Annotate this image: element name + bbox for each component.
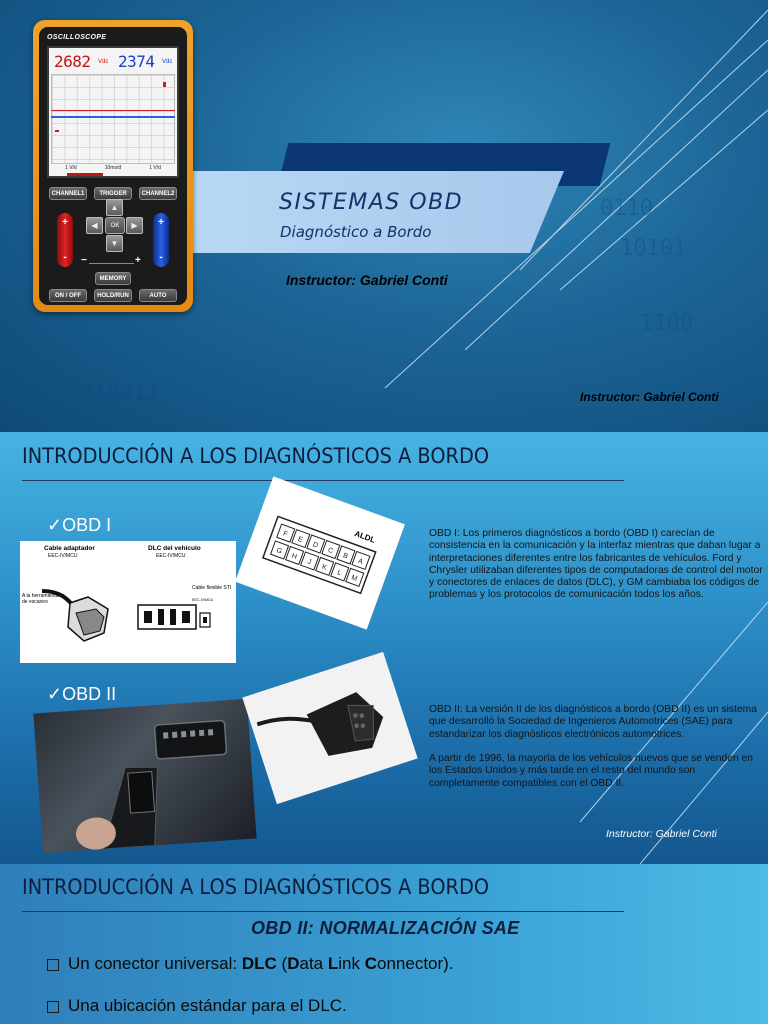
instructor-label: Instructor: Gabriel Conti [286, 272, 448, 288]
svg-text:10101: 10101 [620, 236, 687, 261]
list-item [47, 996, 347, 1016]
obd2-description: OBD II: La versión II de los diagnósticos a bordo (OBD II) es un sistema que desarrolló la Sociedad de Ingenieros Automotrices (SAE) para estandarizar los diagnósticos electrónicos automotrices. [429, 704, 757, 740]
dlc-sub: EEC-IV/MCU [156, 553, 186, 559]
hold-run-button: HOLD/RUN [94, 289, 132, 302]
pin-label: D [311, 541, 319, 550]
pin-label: G [275, 547, 283, 556]
trigger-marker [55, 130, 59, 132]
pin-label: M [350, 574, 359, 584]
obd2-history: A partir de 1996, la mayoría de los vehículos nuevos que se venden en los Estados Unidos y más tarde en el resto del mundo son completamente compatibles con el OBD II. [429, 753, 753, 789]
slide-normalization [0, 864, 768, 1024]
channel2-unit: Vdc [162, 59, 173, 65]
arrow-left-icon: ◀ [86, 217, 103, 234]
slide-title [0, 0, 768, 432]
plus-icon: + [135, 255, 141, 266]
sti-label: Cable flexible STI [192, 585, 232, 591]
aldl-label: ALDL [353, 529, 377, 545]
channel1-unit: Vdc [98, 59, 109, 65]
obd1-cable-diagram [20, 541, 236, 663]
time-scale: 10ms/d [104, 165, 122, 171]
channel1-button: CHANNEL1 [49, 187, 87, 200]
cable-adapter-sub: EEC-IV/MCU [48, 553, 78, 559]
channel1-level-control: + - [57, 213, 73, 267]
obd2-port-figure [33, 699, 256, 854]
channel2-button: CHANNEL2 [139, 187, 177, 200]
instructor-label: Instructor: Gabriel Conti [606, 828, 717, 840]
ch2-scale: 1 V/d [149, 165, 161, 171]
title-rule [22, 911, 624, 912]
pin-label: K [320, 563, 328, 572]
pin-label: J [306, 558, 312, 567]
ch1-scale: 1 V/d [65, 165, 77, 171]
checkbox-bullet-icon [47, 1001, 59, 1013]
cable-adapter-label: Cable adaptador [44, 545, 95, 552]
pin-label: H [290, 552, 298, 562]
screen-footer [51, 165, 175, 171]
trace-channel1 [51, 110, 175, 111]
section-title: INTRODUCCIÓN A LOS DIAGNÓSTICOS A BORDO [22, 444, 490, 468]
channel2-reading: 2374 [118, 52, 155, 71]
obd2-heading: ✓OBD II [47, 684, 117, 704]
pin-label: B [341, 552, 349, 561]
oscilloscope-screen [47, 46, 179, 178]
instructor-corner-label: Instructor: Gabriel Conti [580, 390, 719, 404]
channel1-reading: 2682 [54, 52, 91, 71]
presentation-title: SISTEMAS OBD [279, 190, 464, 215]
presentation-subtitle: Diagnóstico a Bordo [280, 223, 432, 241]
arrow-right-icon: ▶ [126, 217, 143, 234]
checkbox-bullet-icon [47, 959, 59, 971]
trigger-button: TRIGGER [94, 187, 132, 200]
auto-button: AUTO [139, 289, 177, 302]
title-rule [22, 480, 624, 481]
minus-icon: − [81, 255, 87, 266]
svg-text:1100: 1100 [640, 311, 693, 336]
obd1-heading: ✓OBD I [47, 515, 112, 535]
arrow-up-icon: ▲ [106, 199, 123, 216]
bullet-text: Una ubicación estándar para el DLC. [68, 996, 347, 1015]
trace-channel2 [51, 116, 175, 118]
power-button: ON / OFF [49, 289, 87, 302]
section-subtitle: OBD II: NORMALIZACIÓN SAE [251, 918, 520, 938]
pin-label: F [282, 530, 289, 539]
memory-button: MEMORY [95, 272, 131, 285]
slide-introduction [0, 432, 768, 864]
obd1-description: OBD I: Los primeros diagnósticos a bordo (OBD I) carecían de consistencia en la comunicación y la interfaz mientras que daban lugar a interpretaciones diferentes entre los fabricantes de vehículos. Ford y Chrysler utilizaban diferentes tipos de computadoras de control del motor y conectores de enlaces de datos (DLC), y GM cambiaba los códigos de problemas y los protocolos de comunicación todos los años. [429, 528, 763, 601]
dlc-label: DLC del vehículo [148, 545, 201, 552]
scope-grid [51, 74, 175, 164]
sti-sub: EEC-IV/MCU [192, 598, 214, 602]
list-item [47, 954, 454, 974]
pin-label: E [296, 535, 304, 545]
tool-label: A la herramienta de escaneo [22, 593, 59, 605]
section-title: INTRODUCCIÓN A LOS DIAGNÓSTICOS A BORDO [22, 875, 490, 899]
oscilloscope-label: OSCILLOSCOPE [47, 34, 107, 41]
pin-label: C [326, 546, 334, 556]
pin-label: L [336, 569, 343, 578]
bullet-text: Un conector universal: DLC (Data Link Connector). [68, 954, 454, 973]
screen-status-bar [67, 173, 103, 176]
adjust-line [89, 263, 134, 264]
svg-text:010011: 010011 [80, 381, 160, 406]
oscilloscope-device [33, 20, 193, 312]
arrow-down-icon: ▼ [106, 235, 123, 252]
svg-text:0110: 0110 [600, 196, 653, 221]
ok-button: OK [105, 217, 125, 234]
oscilloscope-body [39, 27, 187, 305]
channel2-level-control: + - [153, 213, 169, 267]
cursor-marker [163, 82, 166, 87]
pin-label: A [357, 557, 364, 566]
obd2-port-photo [33, 699, 256, 854]
